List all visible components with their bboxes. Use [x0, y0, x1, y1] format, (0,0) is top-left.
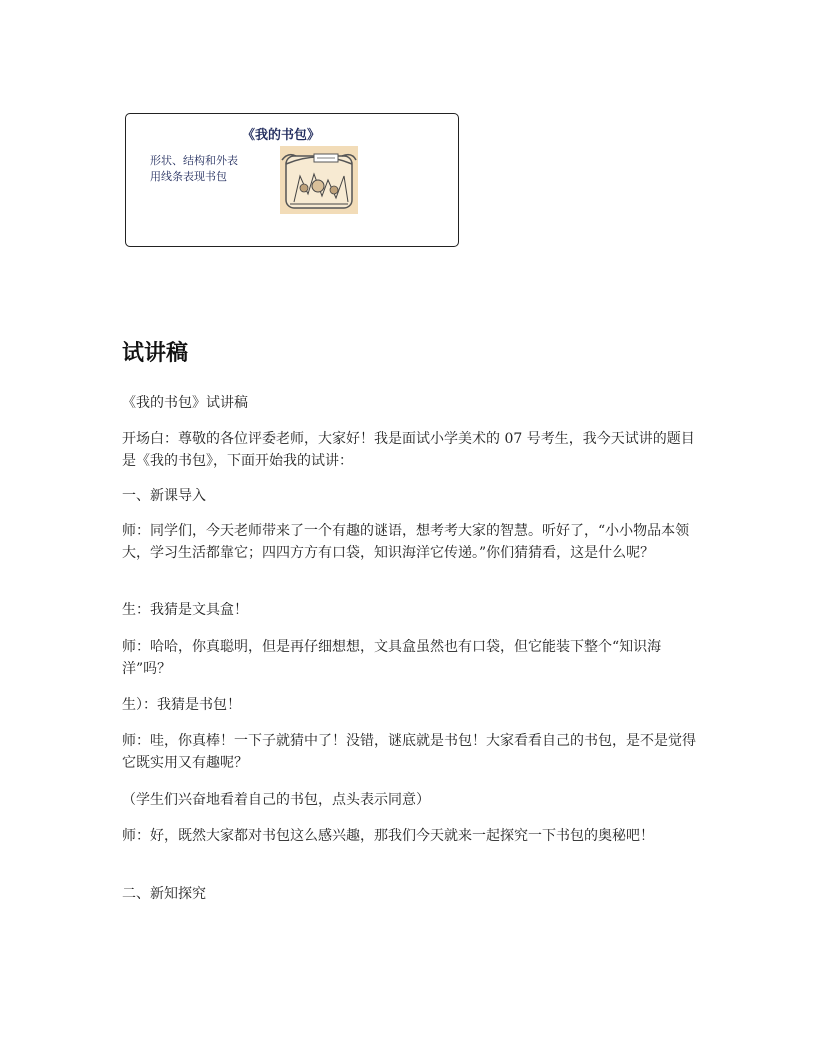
backpack-illustration-icon [280, 146, 358, 214]
card-line-lines: 用线条表现书包 [150, 170, 227, 183]
opening-paragraph: 开场白：尊敬的各位评委老师，大家好！我是面试小学美术的 07 号考生，我今天试讲的题目是《我的书包》，下面开始我的试讲： [122, 431, 695, 469]
slide-thumbnail-card [125, 113, 459, 247]
student-answer-1: 生：我猜是文具盒！ [122, 602, 248, 618]
stage-direction: （学生们兴奋地看着自己的书包，点头表示同意） [122, 792, 430, 808]
section-heading-explore: 二、新知探究 [122, 886, 206, 902]
teacher-riddle-paragraph: 师：同学们，今天老师带来了一个有趣的谜语，想考考大家的智慧。听好了，“小小物品本领大，学习生活都靠它；四四方方有口袋，知识海洋它传递。”你们猜猜看，这是什么呢？ [122, 523, 690, 561]
student-answer-2: 生）：我猜是书包！ [122, 697, 241, 713]
teacher-response-1: 师：哈哈，你真聪明，但是再仔细想想，文具盒虽然也有口袋，但它能装下整个“知识海洋”吗？ [122, 639, 662, 677]
section-heading-intro: 一、新课导入 [122, 488, 206, 504]
doc-title-paragraph: 《我的书包》试讲稿 [122, 395, 248, 411]
card-title: 《我的书包》 [241, 128, 320, 143]
teacher-response-2: 师：哇，你真棒！一下子就猜中了！没错，谜底就是书包！大家看看自己的书包，是不是觉得它既实用又有趣呢？ [122, 733, 696, 771]
card-line-shape: 形状、结构和外表 [150, 154, 238, 167]
document-heading: 试讲稿 [122, 341, 189, 366]
teacher-response-3: 师：好，既然大家都对书包这么感兴趣，那我们今天就来一起探究一下书包的奥秘吧！ [122, 828, 654, 844]
